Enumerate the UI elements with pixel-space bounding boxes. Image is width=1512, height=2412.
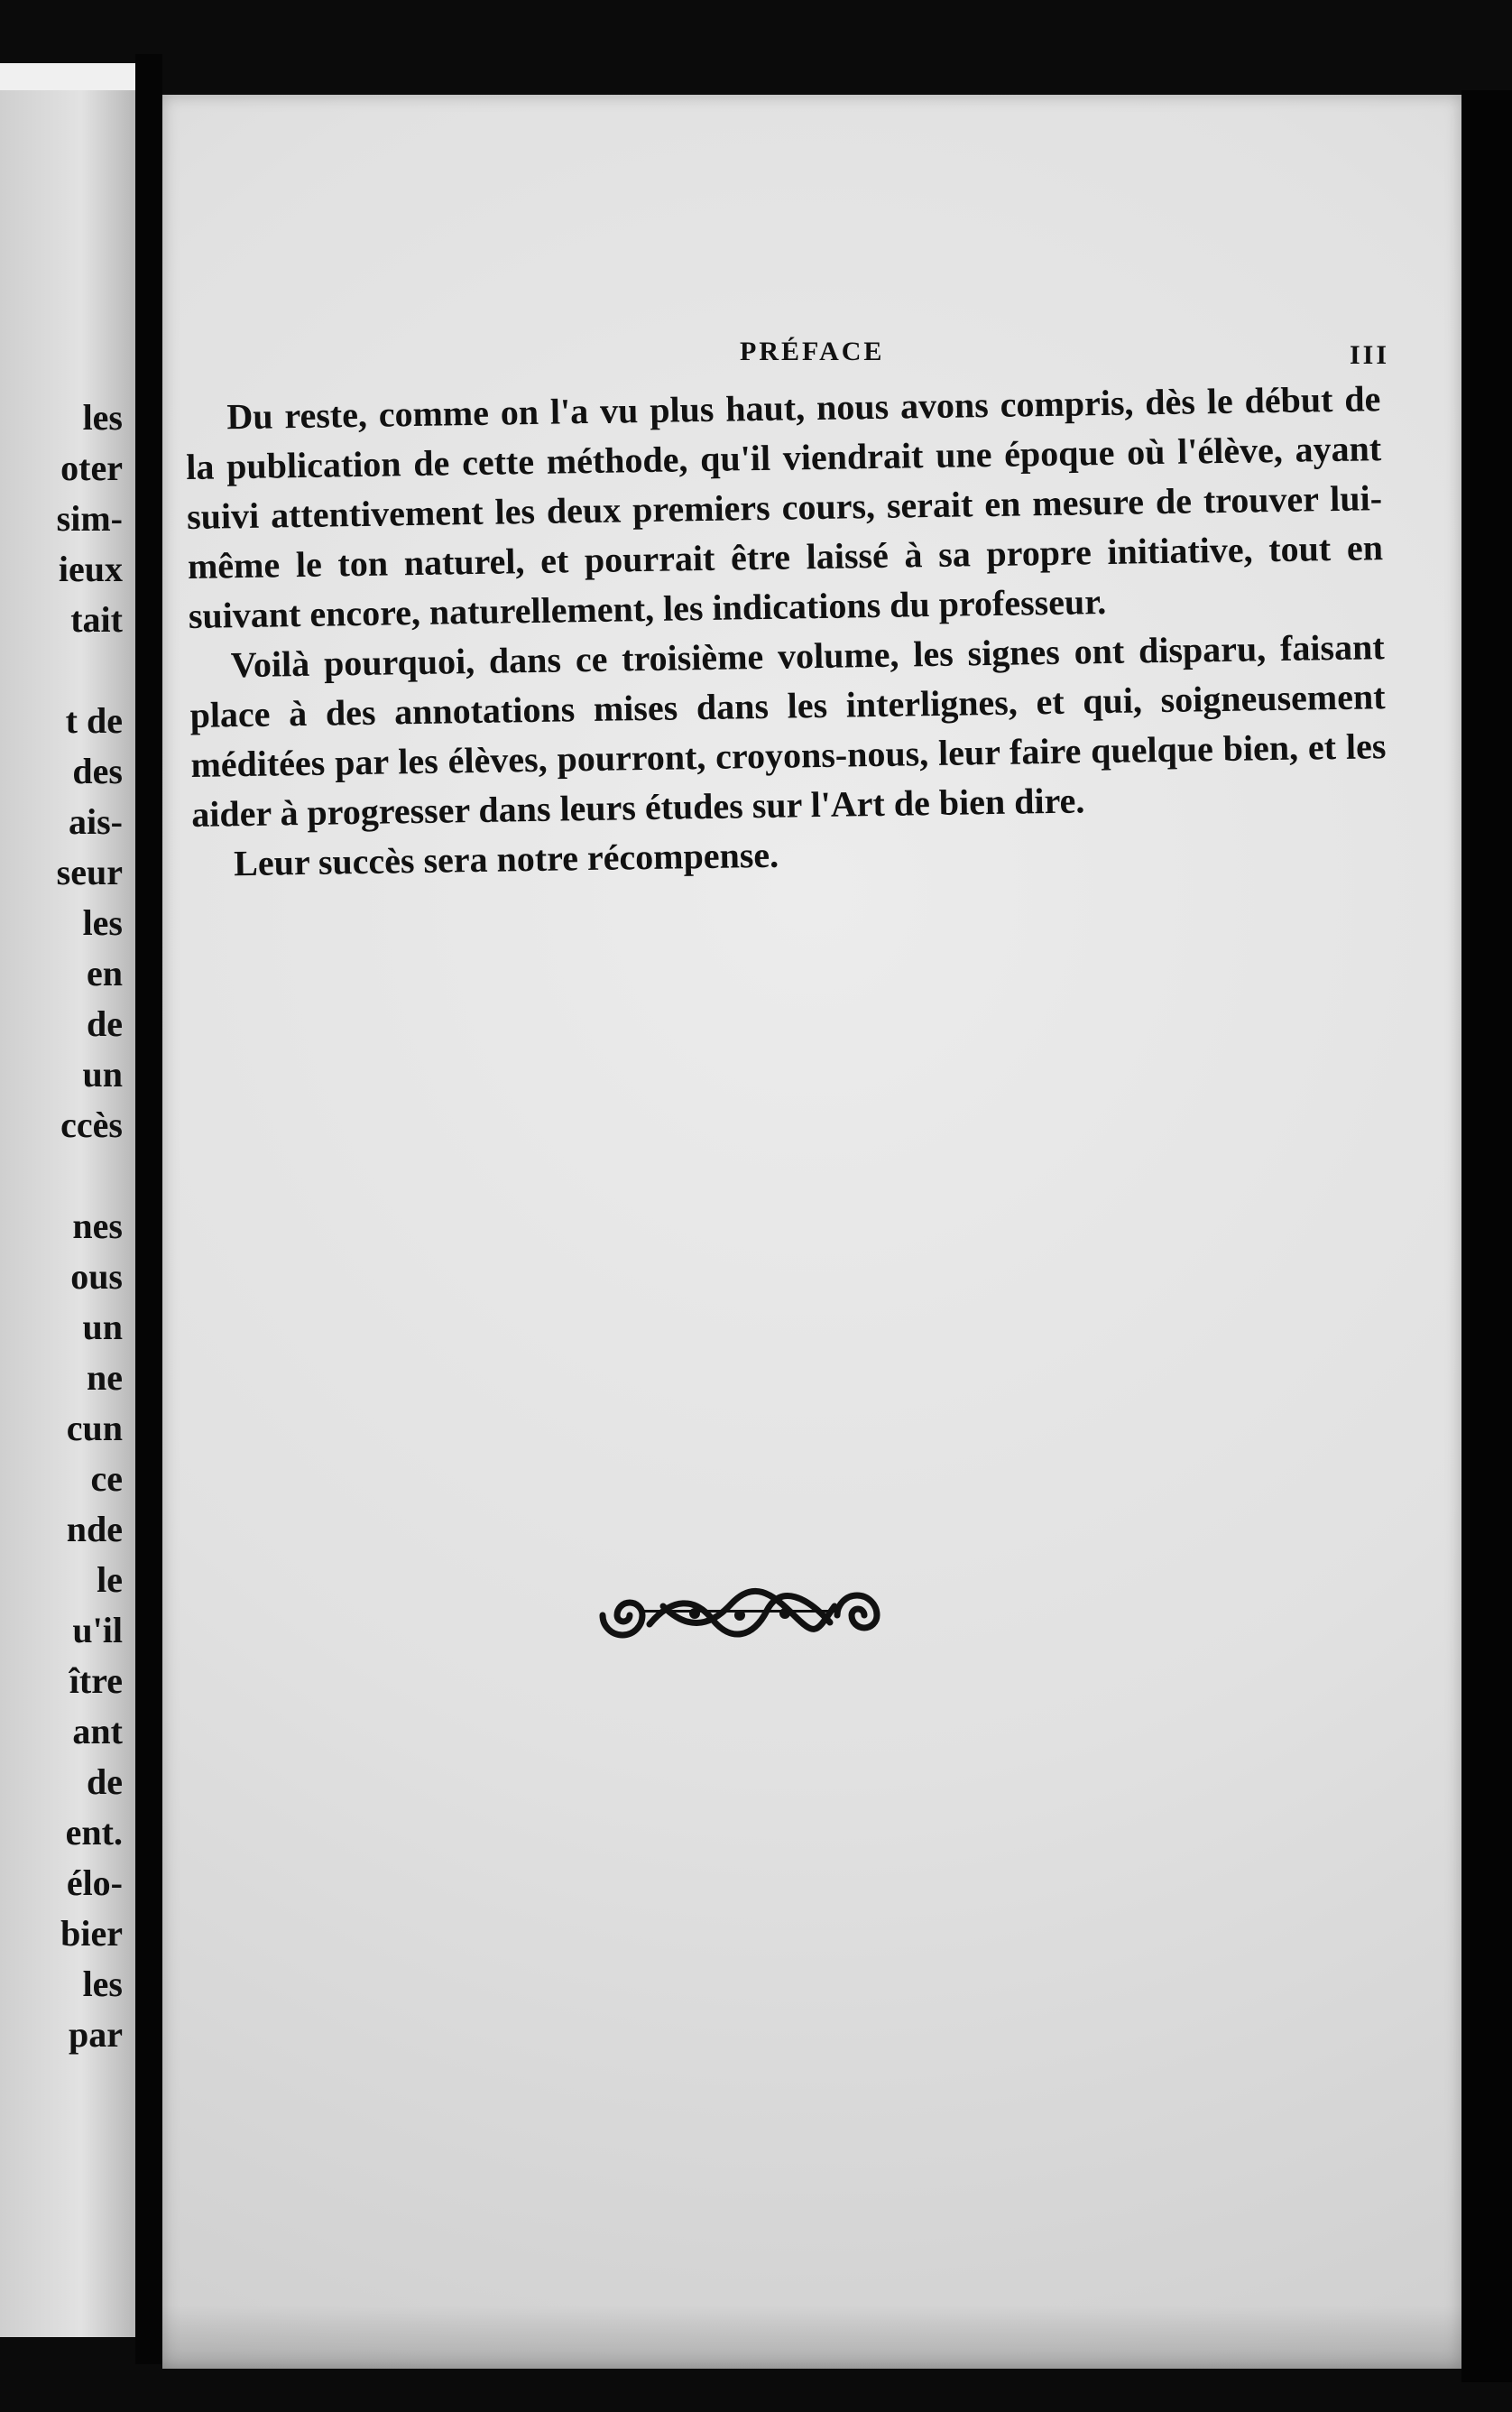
left-page-edge bbox=[0, 63, 135, 90]
left-page-line: de bbox=[87, 1003, 123, 1044]
left-page-line: sim- bbox=[56, 498, 123, 539]
left-page-line: t de bbox=[65, 700, 123, 741]
page-bottom-edge bbox=[162, 2306, 1461, 2369]
left-page-line: ne bbox=[87, 1357, 123, 1398]
left-page-line: les bbox=[82, 397, 123, 438]
left-page bbox=[0, 63, 135, 2337]
left-page-line: ccès bbox=[60, 1104, 123, 1145]
main-page bbox=[162, 95, 1461, 2369]
body-text bbox=[185, 374, 1388, 889]
left-page-line: ce bbox=[90, 1458, 123, 1499]
left-page-line: de bbox=[87, 1761, 123, 1802]
left-page-line: un bbox=[82, 1307, 123, 1347]
right-margin-shadow bbox=[1461, 90, 1512, 2382]
left-page-line bbox=[23, 645, 123, 696]
left-page-line: en bbox=[87, 953, 123, 993]
left-page-line: par bbox=[69, 2014, 123, 2055]
left-page-line: les bbox=[82, 1964, 123, 2004]
left-page-line: les bbox=[82, 902, 123, 943]
paragraph: Leur succès sera notre récompense. bbox=[233, 834, 779, 884]
paragraph: Voilà pourquoi, dans ce troisième volume, les signes ont disparu, faisant place à des annotations mises dans les interlignes, et qui, soigneusement méditées par les élèves, pourront, croyons-nous, leur faire quelque bien, et les aider à progresser dans leurs études sur l'Art de bien dire. bbox=[189, 626, 1387, 835]
paragraph: Du reste, comme on l'a vu plus haut, nous avons compris, dès le début de la publication de cette méthode, qu'il viendrait une époque où l'élève, ayant suivi attentivement les deux premiers cours, serait en mesure de trouver lui-même le ton naturel, et pourrait être laissé à sa propre initiative, tout en suivant encore, naturellement, les indications du professeur. bbox=[185, 378, 1384, 636]
left-page-line: nde bbox=[66, 1509, 123, 1549]
book-spine bbox=[135, 54, 162, 2364]
left-page-line: des bbox=[72, 751, 123, 791]
left-page-line: nes bbox=[72, 1206, 123, 1246]
left-page-line: ais- bbox=[69, 801, 123, 842]
left-page-line: ître bbox=[69, 1660, 123, 1701]
left-page-line: le bbox=[97, 1559, 123, 1600]
left-page-line: seur bbox=[56, 852, 123, 892]
page-header bbox=[180, 328, 1389, 382]
left-page-line: tait bbox=[70, 599, 123, 640]
scroll-vignette-icon bbox=[586, 1579, 893, 1651]
left-page-line: élo- bbox=[66, 1862, 123, 1903]
left-page-line: bier bbox=[60, 1913, 123, 1954]
left-page-line: ous bbox=[70, 1256, 123, 1297]
left-page-line: un bbox=[82, 1054, 123, 1095]
left-page-line: ieux bbox=[58, 549, 123, 589]
page-number: III bbox=[1349, 340, 1389, 370]
left-page-text-column bbox=[23, 393, 123, 2060]
left-page-line: ent. bbox=[65, 1812, 123, 1853]
running-title: PRÉFACE bbox=[740, 337, 885, 366]
left-page-line: cun bbox=[66, 1408, 123, 1448]
left-page-line: u'il bbox=[72, 1610, 123, 1650]
left-page-line: ant bbox=[72, 1711, 123, 1751]
left-page-line: oter bbox=[60, 448, 123, 488]
left-page-line bbox=[23, 1151, 123, 1201]
